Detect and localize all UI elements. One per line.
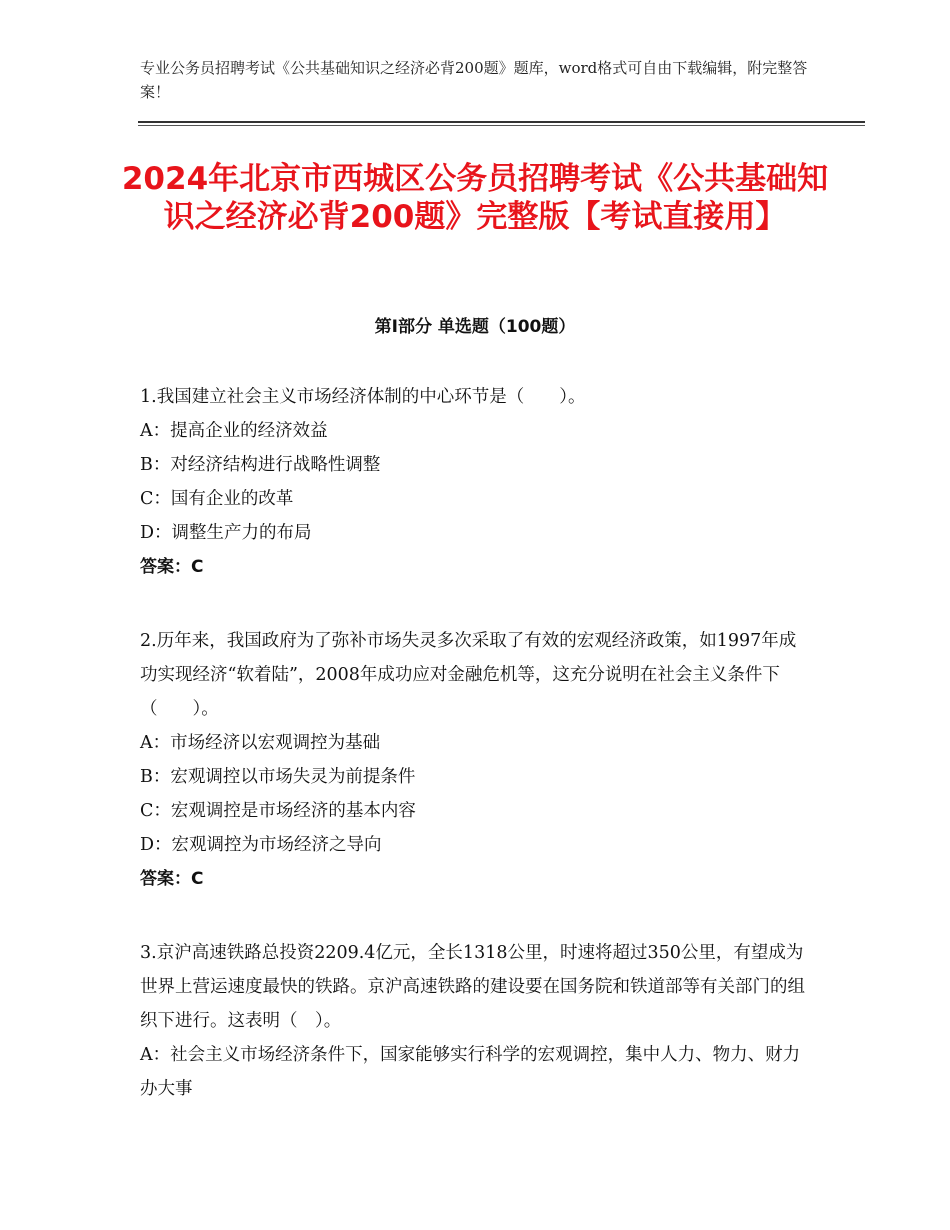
- option-c: C：国有企业的改革: [140, 489, 294, 509]
- question-stem: 2.历年来，我国政府为了弥补市场失灵多次采取了有效的宏观经济政策，如1997年成功实现经济“软着陆”，2008年成功应对金融危机等，这充分说明在社会主义条件下（ ）。: [140, 631, 797, 719]
- option-d: D：调整生产力的布局: [140, 523, 312, 543]
- option-b: B：对经济结构进行战略性调整: [140, 455, 381, 475]
- option-b: B：宏观调控以市场失灵为前提条件: [140, 767, 416, 787]
- header-rule-thick: [138, 121, 865, 123]
- question-list: [140, 380, 810, 1146]
- header-note: 专业公务员招聘考试《公共基础知识之经济必背200题》题库，word格式可自由下载编辑，附完整答案！: [140, 59, 808, 101]
- question-stem: 3.京沪高速铁路总投资2209.4亿元，全长1318公里，时速将超过350公里，有望成为世界上营运速度最快的铁路。京沪高速铁路的建设要在国务院和铁道部等有关部门的组织下进行。这表明（ ）。: [140, 943, 805, 1031]
- answer: 答案：C: [140, 557, 204, 577]
- option-c: C：宏观调控是市场经济的基本内容: [140, 801, 416, 821]
- question-2: [140, 624, 810, 896]
- question-1: [140, 380, 810, 584]
- document-title: 2024年北京市西城区公务员招聘考试《公共基础知识之经济必背200题》完整版【考试直接用】: [121, 161, 829, 235]
- option-a: A：市场经济以宏观调控为基础: [140, 733, 381, 753]
- question-stem: 1.我国建立社会主义市场经济体制的中心环节是（ ）。: [140, 387, 586, 407]
- answer: 答案：C: [140, 869, 204, 889]
- option-a: A：社会主义市场经济条件下，国家能够实行科学的宏观调控，集中人力、物力、财力办大事: [140, 1045, 801, 1099]
- section-heading: 第Ⅰ部分 单选题（100题）: [374, 317, 576, 337]
- header-rule-thin: [138, 125, 865, 126]
- option-d: D：宏观调控为市场经济之导向: [140, 835, 382, 855]
- option-a: A：提高企业的经济效益: [140, 421, 328, 441]
- question-3: [140, 936, 810, 1106]
